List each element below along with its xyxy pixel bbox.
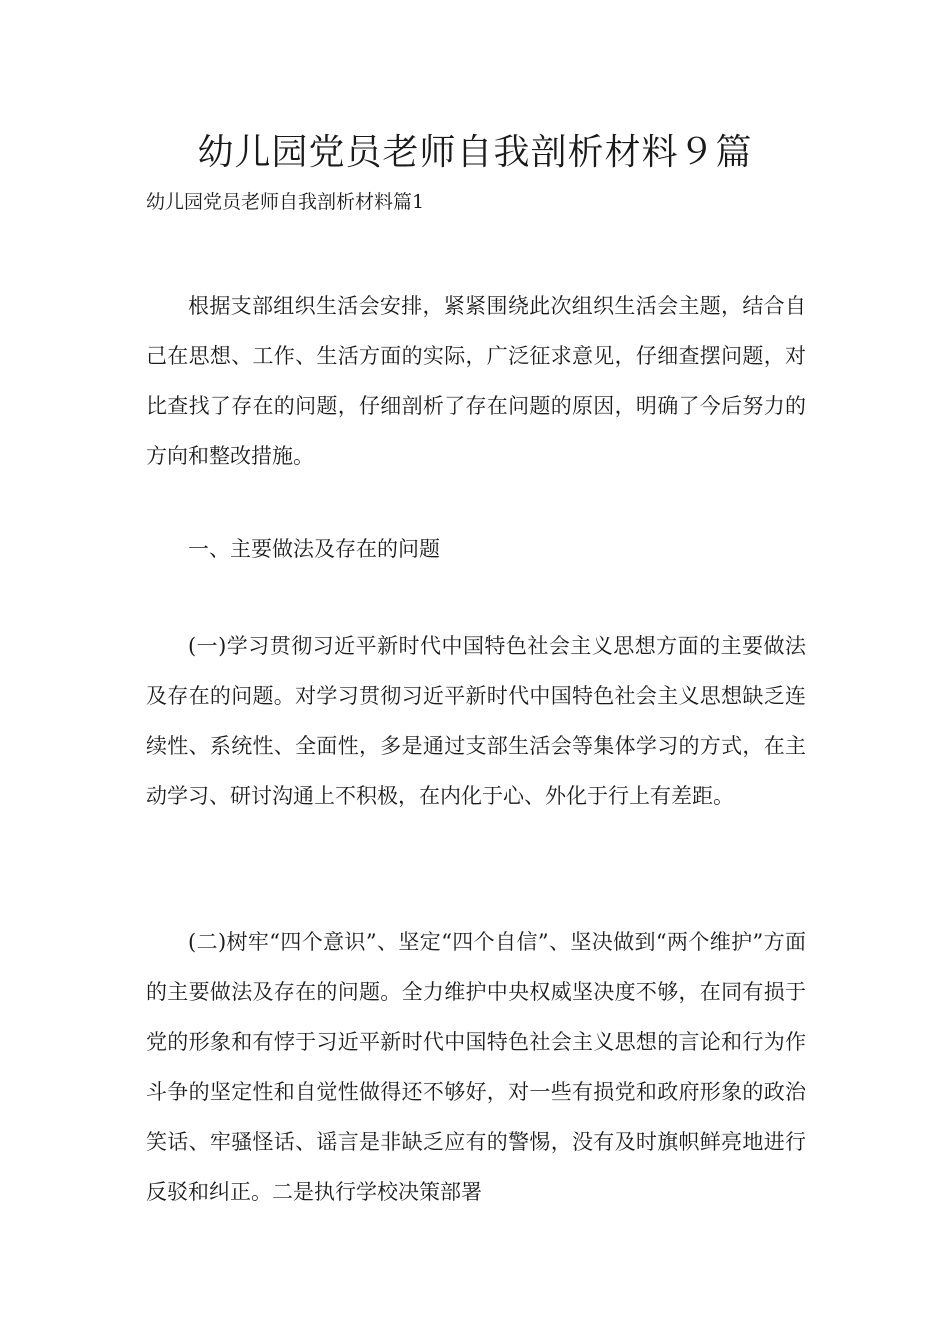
body-paragraph: (二)树牢“四个意识”、坚定“四个自信”、坚决做到“两个维护”方面的主要做法及存在的问题。全力维护中央权威坚决度不够，在同有损于党的形象和有悖于习近平新时代中国特色社会主义思想的言论和行为作斗争的坚定性和自觉性做得还不够好，对一些有损党和政府形象的政治笑话、牢骚怪话、谣言是非缺乏应有的警惕，没有及时旗帜鲜亮地进行反驳和纠正。二是执行学校决策部署 xyxy=(146,930,806,1204)
body-paragraph: (一)学习贯彻习近平新时代中国特色社会主义思想方面的主要做法及存在的问题。对学习贯彻习近平新时代中国特色社会主义思想缺乏连续性、系统性、全面性，多是通过支部生活会等集体学习的方式，在主动学习、研讨沟通上不积极，在内化于心、外化于行上有差距。 xyxy=(146,634,806,808)
document-title: 幼儿园党员老师自我剖析材料９篇 xyxy=(197,132,753,173)
document-subtitle: 幼儿园党员老师自我剖析材料篇1 xyxy=(146,191,425,213)
section-heading: 一、主要做法及存在的问题 xyxy=(188,537,440,561)
intro-paragraph: 根据支部组织生活会安排，紧紧围绕此次组织生活会主题，结合自己在思想、工作、生活方面的实际，广泛征求意见，仔细查摆问题，对比查找了存在的问题，仔细剖析了存在问题的原因，明确了今后努力的方向和整改措施。 xyxy=(146,294,806,468)
